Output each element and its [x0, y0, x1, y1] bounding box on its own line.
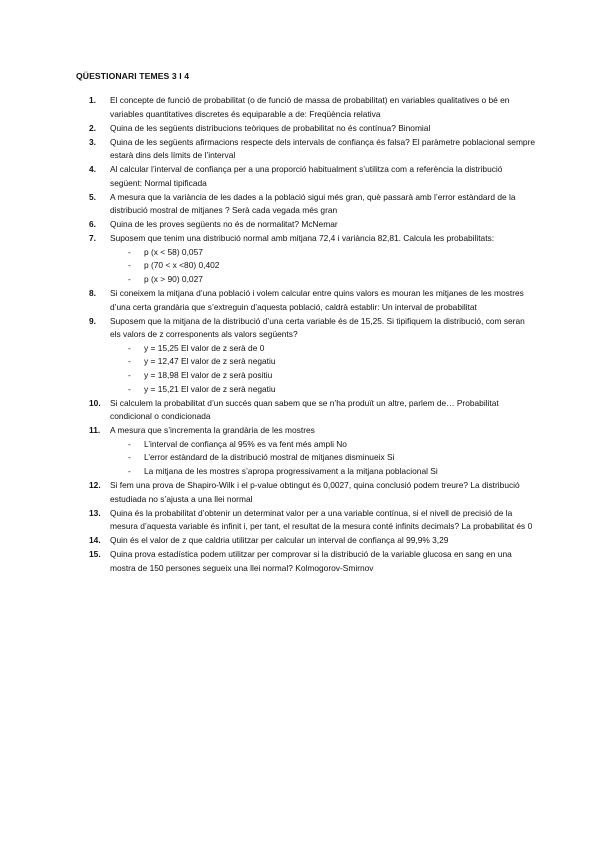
bullet-dash: -	[128, 260, 131, 271]
question-number: 4.	[89, 164, 96, 175]
sub-answer-list	[110, 246, 536, 287]
question-number: 2.	[89, 122, 96, 133]
question-item	[76, 163, 536, 190]
question-item	[76, 507, 536, 534]
sub-answer-item	[110, 273, 536, 287]
sub-answer-item	[110, 438, 536, 452]
bullet-dash: -	[128, 452, 131, 463]
question-number: 3.	[89, 136, 96, 147]
sub-answer-item	[110, 246, 536, 260]
question-item	[76, 534, 536, 548]
question-number: 8.	[89, 288, 96, 299]
sub-answer-text: y = 18,98 El valor de z serà positiu	[144, 370, 273, 380]
question-number: 7.	[89, 233, 96, 244]
question-item	[76, 287, 536, 314]
question-text: Quina de les proves següents no és de normalitat? McNemar	[110, 219, 338, 230]
question-text: Si coneixem la mitjana d’una població i volem calcular entre quins valors es mouran les mitjanes de les mostres d’una certa grandària que s’extreguin d’aquesta població, caldrà establir: Un interval de probabilitat	[110, 288, 524, 312]
question-number: 13.	[89, 507, 101, 518]
question-text: A mesura que la variància de les dades a la població sigui més gran, què passarà amb l’error estàndard de la distribució mostral de mitjanes ? Serà cada vegada més gran	[110, 191, 516, 216]
question-item	[76, 122, 536, 136]
question-text: Suposem que la mitjana de la distribució d’una certa variable és de 15,25. Si tipifiquem la distribució, com seran els valors de z corresponents als valors següents?	[110, 315, 525, 340]
question-number: 11.	[89, 425, 101, 436]
sub-answer-item	[110, 383, 536, 397]
question-list	[76, 94, 536, 576]
sub-answer-text: L’interval de confiança al 95% es va fent més ampli No	[144, 438, 347, 449]
bullet-dash: -	[128, 274, 131, 285]
question-text: Si calculem la probabilitat d’un succés quan sabem que se n’ha produït un altre, parlem de… Probabilitat condicional o condicionada	[110, 397, 499, 422]
question-text: Quina és la probabilitat d’obtenir un determinat valor per a una variable contínua, si el nivell de precisió de la mesura d’aquesta variable és infinit i, per tant, el resultat de la mesura conté infinits decimals? La probabilitat és 0	[110, 507, 533, 532]
sub-answer-item	[110, 342, 536, 356]
question-item	[76, 315, 536, 397]
bullet-dash: -	[128, 356, 131, 367]
question-item	[76, 94, 536, 121]
question-number: 1.	[89, 95, 96, 105]
document-title: QÜESTIONARI TEMES 3 I 4	[76, 71, 190, 81]
question-item	[76, 548, 536, 575]
question-item	[76, 218, 536, 232]
sub-answer-text: p (70 < x <80) 0,402	[144, 260, 220, 271]
question-text: Suposem que tenim una distribució normal amb mitjana 72,4 i variància 82,81. Calcula les probabilitats:	[110, 233, 495, 244]
question-item	[76, 136, 536, 163]
sub-answer-text: L’error estàndard de la distribució mostral de mitjanes disminueix Si	[144, 452, 395, 463]
sub-answer-item	[110, 451, 536, 465]
sub-answer-text: y = 12,47 El valor de z serà negatiu	[144, 356, 276, 367]
question-text: Quina de les següents distribucions teòriques de probabilitat no és contínua? Binomial	[110, 122, 431, 133]
question-number: 9.	[89, 315, 96, 326]
question-text: Al calcular l’interval de confiança per a una proporció habitualment s’utilitza com a referència la distribució següent: Normal tipificada	[110, 164, 503, 188]
sub-answer-item	[110, 355, 536, 369]
question-item	[76, 397, 536, 424]
sub-answer-item	[110, 369, 536, 383]
bullet-dash: -	[128, 438, 131, 449]
question-number: 12.	[89, 479, 101, 490]
bullet-dash: -	[128, 370, 131, 380]
sub-answer-item	[110, 465, 536, 479]
question-number: 6.	[89, 219, 96, 230]
bullet-dash: -	[128, 342, 131, 353]
bullet-dash: -	[128, 246, 131, 257]
question-text: Si fem una prova de Shapiro-Wilk i el p-value obtingut és 0,0027, quina conclusió podem treure? La distribució estudiada no s’ajusta a una llei normal	[110, 479, 520, 504]
question-number: 14.	[89, 535, 101, 546]
sub-answer-list	[110, 438, 536, 479]
bullet-dash: -	[128, 465, 131, 476]
question-text: Quina prova estadística podem utilitzar per comprovar si la distribució de la variable glucosa en sang en una mostra de 150 persones segueix una llei normal? Kolmogorov-Smirnov	[110, 549, 512, 573]
sub-answer-text: p (x > 90) 0,027	[144, 274, 203, 285]
question-number: 15.	[89, 549, 101, 560]
question-number: 5.	[89, 191, 96, 202]
sub-answer-text: y = 15,25 El valor de z serà de 0	[144, 342, 265, 353]
sub-answer-item	[110, 259, 536, 273]
sub-answer-list	[110, 342, 536, 396]
question-text: El concepte de funció de probabilitat (o de funció de massa de probabilitat) en variables qualitatives o bé en variables quantitatives discretes és equiparable a de: Freqüència relativa	[110, 95, 510, 119]
bullet-dash: -	[128, 383, 131, 394]
question-text: Quin és el valor de z que caldria utilitzar per calcular un interval de confiança al 99,9% 3,29	[110, 535, 449, 546]
question-number: 10.	[89, 397, 101, 408]
question-text: A mesura que s’incrementa la grandària de les mostres	[110, 425, 315, 436]
question-item	[76, 424, 536, 478]
question-item	[76, 232, 536, 286]
sub-answer-text: La mitjana de les mostres s’apropa progressivament a la mitjana poblacional Si	[144, 465, 438, 476]
question-text: Quina de les següents afirmacions respecte dels intervals de confiança és falsa? El paràmetre poblacional sempre estarà dins dels límits de l’interval	[110, 136, 536, 161]
question-item	[76, 191, 536, 218]
sub-answer-text: y = 15,21 El valor de z serà negatiu	[144, 383, 276, 394]
sub-answer-text: p (x < 58) 0,057	[144, 246, 203, 257]
question-item	[76, 479, 536, 506]
